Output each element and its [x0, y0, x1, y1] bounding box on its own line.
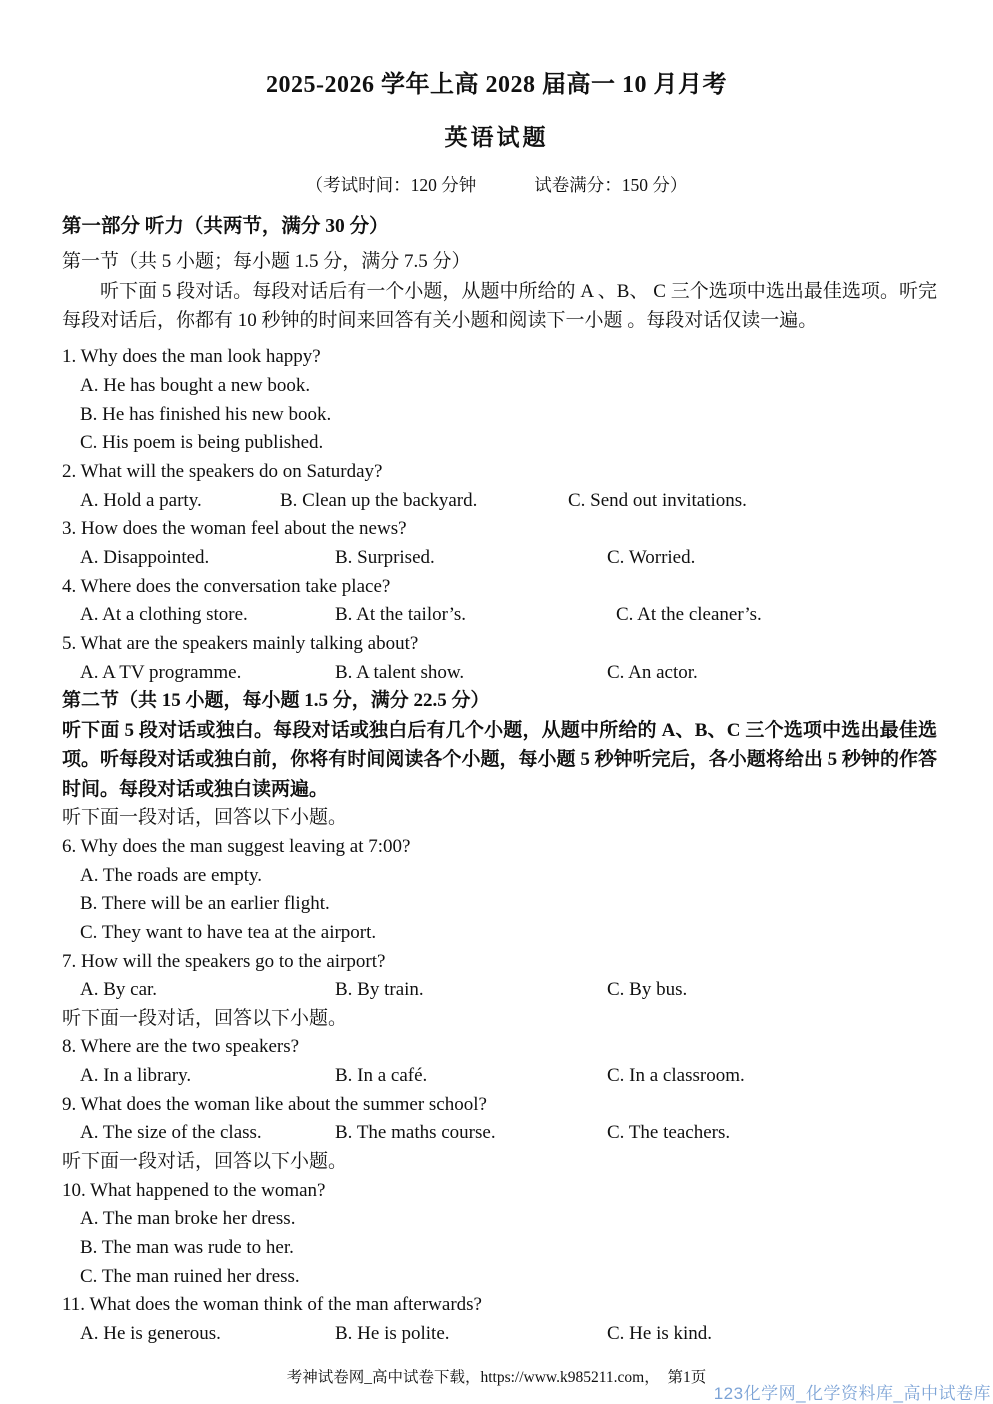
question-10-option-b: B. The man was rude to her.	[80, 1237, 294, 1259]
question-3: 3. How does the woman feel about the news?	[62, 518, 407, 540]
question-3-option-b: B. Surprised.	[335, 547, 435, 569]
question-9-options	[62, 1119, 937, 1148]
question-7: 7. How will the speakers go to the airport?	[62, 950, 386, 972]
question-6: 6. Why does the man suggest leaving at 7:00?	[62, 835, 411, 857]
section2-instructions: 听下面 5 段对话或独白。每段对话或独白后有几个小题，从题中所给的 A、B、C 三个选项中选出最佳选项。听每段对话或独白前，你将有时间阅读各个小题，每小题 5 秒钟听完后，各小题将给出 5 秒钟的作答时间。每段对话或独白读两遍。	[62, 720, 937, 800]
question-9-option-c: C. The teachers.	[607, 1122, 731, 1144]
part1-heading: 第一部分 听力（共两节，满分 30 分）	[62, 216, 389, 237]
question-5-option-b: B. A talent show.	[335, 661, 465, 683]
question-9-option-a: A. The size of the class.	[80, 1122, 262, 1144]
question-9-option-b: B. The maths course.	[335, 1122, 496, 1144]
question-1: 1. Why does the man look happy?	[62, 346, 321, 368]
question-11: 11. What does the woman think of the man afterwards?	[62, 1294, 482, 1316]
dialog-cue-3: 听下面一段对话，回答以下小题。	[62, 1151, 348, 1173]
question-8: 8. Where are the two speakers?	[62, 1036, 300, 1058]
dialog-cue-2: 听下面一段对话，回答以下小题。	[62, 1007, 348, 1029]
exam-time: （考试时间：120 分钟	[305, 175, 477, 195]
question-10-option-a: A. The man broke her dress.	[80, 1208, 296, 1230]
section1-instructions: 听下面 5 段对话。每段对话后有一个小题，从题中所给的 A 、B、 C 三个选项中选出最佳选项。听完每段对话后，你都有 10 秒钟的时间来回答有关小题和阅读下一小题 。每段对话仅读一遍。	[62, 280, 937, 332]
question-11-option-c: C. He is kind.	[607, 1323, 713, 1345]
question-7-option-a: A. By car.	[80, 979, 158, 1001]
question-2-option-a: A. Hold a party.	[80, 489, 202, 511]
question-7-option-b: B. By train.	[335, 979, 424, 1001]
exam-total-score: 试卷满分：150 分）	[534, 175, 688, 195]
question-2-option-b: B. Clean up the backyard.	[280, 489, 478, 511]
question-5: 5. What are the speakers mainly talking about?	[62, 633, 419, 655]
question-5-options	[62, 659, 937, 688]
question-1-option-a: A. He has bought a new book.	[80, 375, 311, 397]
question-3-option-a: A. Disappointed.	[80, 547, 210, 569]
question-4-option-b: B. At the tailor’s.	[335, 604, 467, 626]
question-5-option-c: C. An actor.	[607, 661, 698, 683]
question-2-option-c: C. Send out invitations.	[568, 489, 747, 511]
exam-info	[0, 172, 993, 197]
question-4: 4. Where does the conversation take place?	[62, 575, 391, 597]
question-11-option-b: B. He is polite.	[335, 1323, 450, 1345]
question-8-options	[62, 1062, 937, 1091]
question-4-option-a: A. At a clothing store.	[80, 604, 248, 626]
question-11-options	[62, 1320, 937, 1349]
question-7-options	[62, 976, 937, 1005]
question-7-option-c: C. By bus.	[607, 979, 688, 1001]
question-8-option-a: A. In a library.	[80, 1065, 192, 1087]
question-3-option-c: C. Worried.	[607, 547, 696, 569]
question-4-option-c: C. At the cleaner’s.	[616, 604, 762, 626]
dialog-cue-1: 听下面一段对话，回答以下小题。	[62, 807, 348, 829]
question-2: 2. What will the speakers do on Saturday?	[62, 461, 383, 483]
page-title: 2025-2026 学年上高 2028 届高一 10 月月考	[266, 72, 727, 98]
question-9: 9. What does the woman like about the summer school?	[62, 1093, 487, 1115]
section1-heading: 第一节（共 5 小题；每小题 1.5 分，满分 7.5 分）	[62, 251, 471, 272]
question-3-options	[62, 544, 937, 573]
question-4-options	[62, 601, 937, 630]
question-10-option-c: C. The man ruined her dress.	[80, 1265, 300, 1287]
question-6-option-a: A. The roads are empty.	[80, 864, 263, 886]
question-5-option-a: A. A TV programme.	[80, 661, 242, 683]
question-2-options	[62, 487, 937, 516]
question-6-option-b: B. There will be an earlier flight.	[80, 893, 330, 915]
question-11-option-a: A. He is generous.	[80, 1323, 221, 1345]
page-subtitle: 英语试题	[444, 125, 549, 150]
question-8-option-c: C. In a classroom.	[607, 1065, 745, 1087]
section2-heading: 第二节（共 15 小题，每小题 1.5 分，满分 22.5 分）	[62, 690, 490, 712]
exam-body	[0, 212, 993, 1349]
watermark-text: 123化学网_化学资料库_高中试卷库	[713, 1384, 991, 1403]
question-8-option-b: B. In a café.	[335, 1065, 428, 1087]
question-10: 10. What happened to the woman?	[62, 1179, 326, 1201]
footer-site-line: 考神试卷网_高中试卷下载，https://www.k985211.com， 第1页	[286, 1369, 707, 1386]
question-1-option-b: B. He has finished his new book.	[80, 403, 332, 425]
question-6-option-c: C. They want to have tea at the airport.	[80, 921, 377, 943]
question-1-option-c: C. His poem is being published.	[80, 432, 324, 454]
